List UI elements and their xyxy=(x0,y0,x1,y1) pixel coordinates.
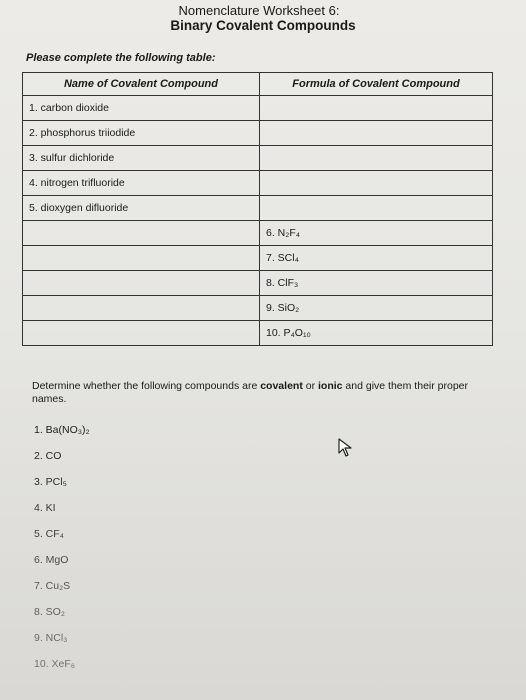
table-row xyxy=(23,146,493,171)
formula-cell: 8. ClF₃ xyxy=(260,271,493,296)
list-item: 5. CF₄ xyxy=(34,528,64,540)
list-item: 2. CO xyxy=(34,450,62,462)
table-row xyxy=(23,271,493,296)
name-cell xyxy=(23,246,260,271)
list-item: 8. SO₂ xyxy=(34,606,65,618)
formula-cell xyxy=(260,96,493,121)
worksheet-title: Nomenclature Worksheet 6: xyxy=(178,3,340,18)
name-cell: 4. nitrogen trifluoride xyxy=(23,171,260,196)
formula-cell xyxy=(260,196,493,221)
header-formula: Formula of Covalent Compound xyxy=(260,73,493,96)
list-item: 10. XeF₆ xyxy=(34,658,76,670)
table-row xyxy=(23,196,493,221)
name-cell xyxy=(23,271,260,296)
formula-cell: 7. SCl₄ xyxy=(260,246,493,271)
list-item: 9. NCl₃ xyxy=(34,632,68,644)
list-item: 1. Ba(NO₃)₂ xyxy=(34,424,90,436)
name-cell: 5. dioxygen difluoride xyxy=(23,196,260,221)
formula-cell: 9. SiO₂ xyxy=(260,296,493,321)
formula-cell xyxy=(260,146,493,171)
formula-cell: 6. N₂F₄ xyxy=(260,221,493,246)
formula-cell xyxy=(260,121,493,146)
formula-cell: 10. P₄O₁₀ xyxy=(260,321,493,346)
name-cell: 1. carbon dioxide xyxy=(23,96,260,121)
instr-or: or xyxy=(302,380,318,392)
table-row xyxy=(23,221,493,246)
worksheet-subtitle: Binary Covalent Compounds xyxy=(170,18,356,33)
name-cell xyxy=(23,296,260,321)
header-name: Name of Covalent Compound xyxy=(23,73,260,96)
instruction-text: Please complete the following table: xyxy=(26,52,216,64)
list-item: 6. MgO xyxy=(34,554,69,566)
instr-part-b: and give them their proper names. xyxy=(32,380,469,405)
table-row xyxy=(23,96,493,121)
keyword-ionic: ionic xyxy=(318,380,343,392)
keyword-covalent: covalent xyxy=(260,380,303,392)
instr-part-a: Determine whether the following compounds are xyxy=(32,380,261,392)
table-row xyxy=(23,171,493,196)
table-row xyxy=(23,321,493,346)
name-cell xyxy=(23,321,260,346)
list-item: 4. KI xyxy=(34,502,56,514)
name-cell: 2. phosphorus triiodide xyxy=(23,121,260,146)
table-row xyxy=(23,296,493,321)
list-item: 3. PCl₅ xyxy=(34,476,67,488)
table-header-row xyxy=(23,73,493,96)
formula-cell xyxy=(260,171,493,196)
compound-table xyxy=(22,72,493,346)
part2-instructions xyxy=(32,380,492,406)
mouse-pointer-icon xyxy=(338,438,354,458)
list-item: 7. Cu₂S xyxy=(34,580,71,592)
name-cell: 3. sulfur dichloride xyxy=(23,146,260,171)
table-row xyxy=(23,121,493,146)
name-cell xyxy=(23,221,260,246)
table-row xyxy=(23,246,493,271)
